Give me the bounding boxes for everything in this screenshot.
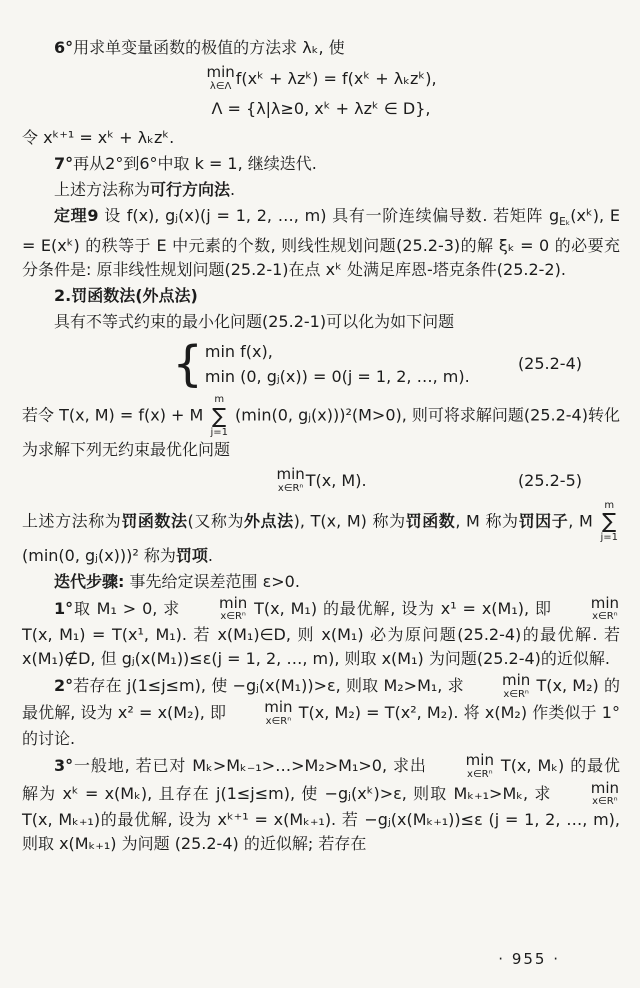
text-run: 设 f(x), gⱼ(x)(j = 1, 2, …, m) 具有一阶连续偏导数. 若矩阵 g (98, 206, 560, 226)
text-run: 事先给定误差范围 ε>0. (124, 571, 300, 591)
operator-subscript: x∈Rⁿ (592, 796, 618, 808)
text-run: 若存在 j(1≤j≤m), 使 −gⱼ(x(M₁))>ε, 则取 M₂>M₁, 求 (73, 676, 469, 696)
text-run: T(x, M). (305, 471, 367, 491)
text-run: T(x, M₂) = T(x², M₂). 将 x(M₂) 作类似于 1° 的讨论. (22, 703, 620, 749)
text-run: T(x, M₂) 的最优解, 设为 x² = x(M₂), 即 (22, 676, 620, 723)
text-run: , M 称为 (455, 511, 519, 531)
sum-operator (210, 394, 228, 438)
bold-text: 罚项 (175, 545, 208, 565)
text-run: 上述方法称为 (22, 511, 122, 531)
text-run: , M (568, 511, 599, 531)
bold-text: 3° (54, 756, 74, 776)
equation-number: (25.2-5) (517, 471, 582, 491)
sum-lower-limit: j=1 (600, 532, 618, 544)
bold-text: 外点法 (244, 511, 294, 531)
sum-operator (600, 500, 618, 544)
bold-text: 罚因子 (518, 511, 569, 531)
bold-text: 可行方向法 (150, 180, 231, 200)
operator-subscript: λ∈Λ (209, 80, 232, 92)
text-run: ), T(x, M) 称为 (293, 511, 406, 531)
min-operator (206, 65, 234, 92)
penalty-intro (22, 310, 620, 334)
text-run: f(xᵏ + λzᵏ) = f(xᵏ + λₖzᵏ), (235, 68, 437, 88)
sigma-glyph: ∑ (602, 509, 617, 534)
iteration-steps-heading (22, 570, 620, 594)
bold-text: 2.罚函数法(外点法) (54, 286, 198, 306)
bold-text: 罚函数 (405, 511, 456, 531)
text-run: 一般地, 若已对 Mₖ>Mₖ₋₁>…>M₂>M₁>0, 求出 (73, 756, 433, 776)
step-2 (22, 670, 620, 752)
operator-name: min (264, 698, 293, 717)
text-run: 若令 T(x, M) = f(x) + M (22, 405, 209, 425)
sigma-glyph: ∑ (212, 403, 227, 428)
text-run: 取 M₁ > 0, 求 (73, 598, 186, 618)
cases-lines (205, 339, 470, 389)
document-content (22, 36, 620, 856)
operator-subscript: x∈Rⁿ (265, 715, 292, 727)
sum-upper-limit: m (214, 394, 225, 406)
sum-lower-limit: j=1 (210, 426, 228, 438)
page-number: · 955 · (498, 950, 560, 968)
operator-name: min (590, 593, 619, 612)
step-3 (22, 753, 620, 856)
step-6-line (22, 36, 620, 60)
min-operator (232, 700, 292, 727)
min-operator (276, 467, 304, 494)
bold-text: 迭代步骤: (54, 571, 125, 591)
equation-line-search (22, 65, 620, 92)
operator-subscript: x∈Rⁿ (220, 611, 246, 623)
operator-subscript: x∈Rⁿ (592, 611, 618, 623)
operator-name: min (218, 593, 248, 612)
bold-text: 2° (54, 676, 74, 696)
min-operator (470, 670, 531, 700)
case-line: min (0, gⱼ(x)) = 0(j = 1, 2, …, m). (204, 367, 470, 387)
text-run: (min(0, gⱼ(x)))²(M>0), 则可将求解问题(25.2-4)转化为求解下列无约束最优化问题 (22, 405, 620, 460)
bold-text: 7° (54, 154, 74, 174)
min-operator (187, 593, 248, 623)
step-7-line (22, 152, 620, 176)
operator-name: min (206, 63, 235, 81)
text-run: (又称为 (187, 511, 244, 531)
step-1 (22, 593, 620, 671)
operator-name: min (465, 751, 494, 770)
equation-25-2-5 (22, 467, 620, 494)
text-run: 令 xᵏ⁺¹ = xᵏ + λₖzᵏ. (22, 128, 175, 148)
equation-cases (172, 336, 470, 393)
operator-subscript: x∈Rⁿ (277, 483, 304, 495)
min-operator (559, 778, 619, 808)
min-operator (434, 753, 494, 780)
text-run: 再从2°到6°中取 k = 1, 继续迭代. (73, 154, 317, 174)
text-run: T(x, M₁) 的最优解, 设为 x¹ = x(M₁), 即 (248, 598, 558, 618)
operator-subscript: x∈Rⁿ (467, 769, 493, 781)
subscript: Eₖ (559, 216, 571, 229)
equation-lambda-set (22, 97, 620, 121)
text-run: T(x, Mₖ₊₁)的最优解, 设为 xᵏ⁺¹ = x(Mₖ₊₁). 若 −gⱼ(x(Mₖ₊₁))≤ε (j = 1, 2, …, m), 则取 x(Mₖ₊₁) 为问题 (25.2-4) 的近似解; 若存在 (22, 809, 620, 853)
case-line: min f(x), (204, 342, 273, 362)
left-brace-glyph: { (172, 336, 203, 393)
section-2-heading (22, 284, 620, 308)
let-line (22, 126, 620, 150)
text-run: (min(0, gⱼ(x)))² 称为 (22, 545, 176, 565)
text-run: . (207, 545, 214, 565)
feasible-direction-note (22, 178, 620, 202)
theorem-9 (22, 204, 620, 282)
text-run: 具有不等式约束的最小化问题(25.2-1)可以化为如下问题 (54, 312, 455, 332)
operator-name: min (501, 670, 531, 689)
penalty-function-definition (22, 394, 620, 462)
operator-name: min (276, 465, 305, 484)
equation-number: (25.2-4) (517, 354, 582, 374)
text-run: T(x, M₁) = T(x¹, M₁). 若 x(M₁)∈D, 则 x(M₁) 必为原问题(25.2-4)的最优解. 若 x(M₁)∉D, 但 gⱼ(x(M₁))≤ε(j = 1, 2, …, m), 则取 x(M₁) 为问题(25.2-4)的近似解. (22, 624, 620, 668)
equation-25-2-4 (22, 336, 620, 393)
bold-text: 1° (54, 598, 74, 618)
text-run: . (230, 180, 236, 200)
text-run: 上述方法称为 (54, 180, 151, 200)
min-operator (559, 593, 619, 623)
text-run: 用求单变量函数的极值的方法求 λₖ, 使 (73, 38, 345, 57)
bold-text: 6° (54, 38, 74, 57)
text-run: (xᵏ), E = E(xᵏ) 的秩等于 E 中元素的个数, 则线性规划问题(25.2-3)的解 ξₖ = 0 的必要充分条件是: 原非线性规划问题(25.2-1)在点 xᵏ 处满足库恩-塔克条件(25.2-2). (22, 206, 620, 280)
operator-name: min (590, 778, 619, 797)
operator-subscript: x∈Rⁿ (503, 688, 529, 700)
text-run: T(x, Mₖ) 的最优解为 xᵏ = x(Mₖ), 且存在 j(1≤j≤m), 使 −gⱼ(xᵏ)>ε, 则取 Mₖ₊₁>Mₖ, 求 (22, 756, 620, 803)
bold-text: 定理9 (54, 206, 99, 226)
bold-text: 罚函数法 (121, 511, 188, 531)
sum-upper-limit: m (604, 499, 615, 511)
text-run: Λ = {λ|λ≥0, xᵏ + λzᵏ ∈ D}, (211, 99, 431, 119)
penalty-terminology (22, 500, 620, 568)
